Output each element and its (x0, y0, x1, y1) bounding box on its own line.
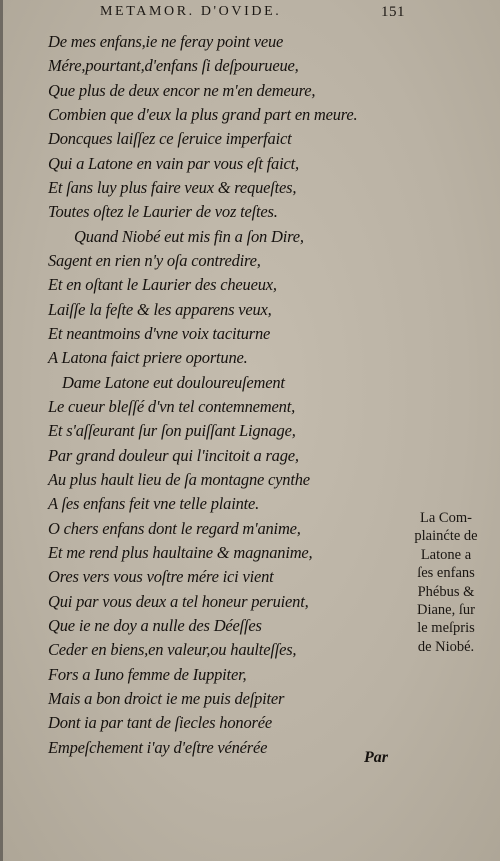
marginal-note-line: Latone a (420, 546, 472, 563)
running-title: METAMOR. D'OVIDE. (100, 4, 282, 19)
verse-line: Qui a Latone en vain par vous eſt faict, (48, 154, 299, 173)
verse-line: Que plus de deux encor ne m'en demeure, (48, 81, 316, 100)
marginal-note (400, 509, 492, 656)
verse-line: Toutes oſtez le Laurier de voz teſtes. (48, 202, 278, 221)
verse-line: Combien que d'eux la plus grand part en meure. (48, 105, 358, 124)
verse-line: Qui par vous deux a tel honeur peruient, (48, 592, 309, 611)
catchword: Par (364, 749, 388, 766)
verse-line: Et s'aſſeurant ſur ſon puiſſant Lignage, (48, 421, 296, 440)
verse-line: A Latona faict priere oportune. (48, 348, 248, 367)
verse-line: Et ſans luy plus faire veux & requeſtes, (48, 178, 297, 197)
marginal-note-line: plainćte de (414, 528, 478, 545)
marginal-note-line: le meſpris (417, 620, 475, 637)
verse-line: Ceder en biens,en valeur,ou haulteſſes, (48, 640, 297, 659)
marginal-note-line: de Niobé. (417, 638, 475, 655)
verse-line: Le cueur bleſſé d'vn tel contemnement, (48, 397, 296, 416)
running-header (100, 4, 405, 20)
verse-line: Laiſſe la feſte & les apparens veux, (48, 300, 272, 319)
page-number: 151 (381, 4, 405, 20)
verse-line: Ores vers vous voſtre mére ici vient (48, 567, 274, 586)
verse-line: Empeſchement i'ay d'eſtre vénérée (48, 738, 268, 757)
verse-line: Et neantmoins d'vne voix taciturne (48, 324, 271, 343)
verse-line: Quand Niobé eut mis fin a ſon Dire, (74, 227, 304, 246)
verse-line: Dont ia par tant de ſiecles honorée (48, 713, 272, 732)
verse-line: Doncques laiſſez ce ſeruice imperfaict (48, 129, 292, 148)
verse-line: Mére,pourtant,d'enfans ſi deſpourueue, (48, 56, 299, 75)
verse-line: Mais a bon droict ie me puis deſpiter (48, 689, 285, 708)
marginal-note-line: Phébus & (417, 583, 475, 600)
marginal-note-line: Diane, ſur (417, 602, 475, 619)
verse-line: A ſes enfans feit vne telle plainte. (48, 494, 260, 513)
verse-line: Et en oſtant le Laurier des cheueux, (48, 275, 277, 294)
verse-line: Que ie ne doy a nulle des Déeſſes (48, 616, 262, 635)
verse-line: Par grand douleur qui l'incitoit a rage, (48, 446, 299, 465)
verse-line: Au plus hault lieu de ſa montagne cynthe (48, 470, 310, 489)
page-gutter-shadow (0, 0, 3, 861)
verse-line: O chers enfans dont le regard m'anime, (48, 519, 301, 538)
verse-line: Fors a Iuno femme de Iuppiter, (48, 665, 247, 684)
verse-line: De mes enfans,ie ne feray point veue (48, 32, 284, 51)
marginal-note-line: La Com- (420, 510, 472, 526)
verse-line: Sagent en rien n'y oſa contredire, (48, 251, 261, 270)
verse-line: Dame Latone eut douloureuſement (62, 373, 285, 392)
marginal-note-line: ſes enfans (417, 565, 475, 582)
verse-line: Et me rend plus haultaine & magnanime, (48, 543, 313, 562)
